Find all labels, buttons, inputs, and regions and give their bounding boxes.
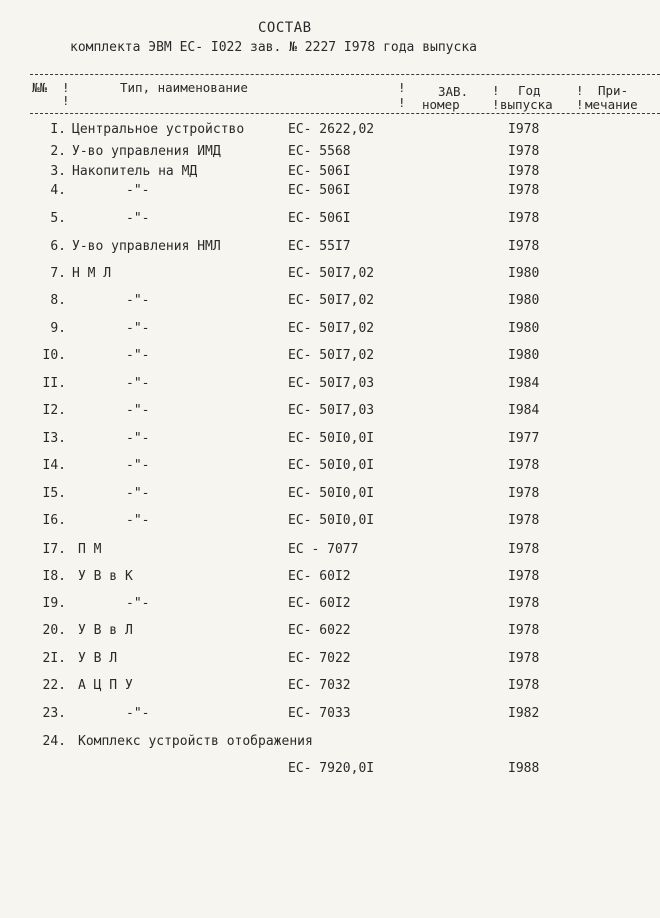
table-row xyxy=(0,596,660,616)
row-model: ЕС- 50I0,0I xyxy=(288,513,375,528)
row-year: I978 xyxy=(508,122,540,137)
header-num: №№ xyxy=(32,80,48,95)
row-number: 2I. xyxy=(42,651,66,666)
row-number: 5. xyxy=(50,211,66,226)
row-number: 2. xyxy=(50,144,66,159)
header-serial-1: ЗАВ. xyxy=(438,84,469,99)
table-row xyxy=(0,348,660,368)
row-year: I978 xyxy=(508,144,540,159)
header-sep: ! xyxy=(398,80,406,95)
row-name: -"- xyxy=(126,321,150,336)
table-row xyxy=(0,431,660,451)
row-name: -"- xyxy=(126,183,150,198)
table-row xyxy=(0,239,660,259)
row-number: I4. xyxy=(42,458,66,473)
row-name: -"- xyxy=(126,403,150,418)
row-number: 4. xyxy=(50,183,66,198)
row-name: -"- xyxy=(126,596,150,611)
row-year: I980 xyxy=(508,348,540,363)
row-model: ЕС- 60I2 xyxy=(288,596,351,611)
row-name: П М xyxy=(78,542,102,557)
row-model: ЕС- 50I7,02 xyxy=(288,321,375,336)
table-row xyxy=(0,376,660,396)
row-model: ЕС- 506I xyxy=(288,211,351,226)
header-sep: ! xyxy=(492,97,500,112)
row-number: I8. xyxy=(42,569,66,584)
document-title: СОСТАВ xyxy=(258,20,312,36)
table-row xyxy=(0,403,660,423)
row-name: Центральное устройство xyxy=(72,122,245,137)
header-sep: ! xyxy=(576,83,584,98)
row-model: ЕС- 6022 xyxy=(288,623,351,638)
row-year: I984 xyxy=(508,403,540,418)
row-model: ЕС- 7032 xyxy=(288,678,351,693)
header-sep: ! xyxy=(576,97,584,112)
table-row xyxy=(0,651,660,671)
row-year: I978 xyxy=(508,458,540,473)
row-name: -"- xyxy=(126,458,150,473)
row-number: 20. xyxy=(42,623,66,638)
table-row xyxy=(0,321,660,341)
row-number: I0. xyxy=(42,348,66,363)
row-number: I. xyxy=(50,122,66,137)
continuation-year: I988 xyxy=(508,761,540,776)
row-model: ЕС- 50I7,02 xyxy=(288,266,375,281)
row-year: I978 xyxy=(508,239,540,254)
row-number: I2. xyxy=(42,403,66,418)
row-number: 3. xyxy=(50,164,66,179)
row-name: -"- xyxy=(126,293,150,308)
row-model: ЕС- 60I2 xyxy=(288,569,351,584)
header-year-2: выпуска xyxy=(500,97,553,112)
row-year: I978 xyxy=(508,651,540,666)
row-name: -"- xyxy=(126,431,150,446)
row-number: 24. xyxy=(42,734,66,749)
row-model: ЕС- 50I7,03 xyxy=(288,376,375,391)
table-row xyxy=(0,122,660,142)
row-name: Н М Л xyxy=(72,266,112,281)
table-row xyxy=(0,266,660,286)
row-year: I984 xyxy=(508,376,540,391)
header-sep: ! xyxy=(62,93,70,108)
document-subtitle: комплекта ЭВМ ЕС- I022 зав. № 2227 I978 года выпуска xyxy=(70,40,477,55)
row-year: I978 xyxy=(508,513,540,528)
row-model: ЕС- 506I xyxy=(288,183,351,198)
row-year: I978 xyxy=(508,569,540,584)
row-name: -"- xyxy=(126,513,150,528)
table-row xyxy=(0,486,660,506)
row-name: Накопитель на МД xyxy=(72,164,198,179)
table-row xyxy=(0,144,660,164)
header-year-1: Год xyxy=(518,83,541,98)
header-note-2: мечание xyxy=(585,97,638,112)
table-row xyxy=(0,513,660,533)
row-year: I980 xyxy=(508,293,540,308)
row-name: У В в К xyxy=(78,569,133,584)
row-name: У-во управления НМЛ xyxy=(72,239,221,254)
row-model: ЕС- 506I xyxy=(288,164,351,179)
row-name: -"- xyxy=(126,348,150,363)
row-number: 23. xyxy=(42,706,66,721)
row-model: ЕС- 7033 xyxy=(288,706,351,721)
table-row xyxy=(0,623,660,643)
row-number: I3. xyxy=(42,431,66,446)
row-year: I980 xyxy=(508,321,540,336)
row-number: I6. xyxy=(42,513,66,528)
row-name: -"- xyxy=(126,486,150,501)
row-year: I978 xyxy=(508,183,540,198)
header-serial-2: номер xyxy=(422,97,460,112)
row-model: ЕС - 7077 xyxy=(288,542,359,557)
table-row xyxy=(0,164,660,184)
row-model: ЕС- 5568 xyxy=(288,144,351,159)
row-year: I980 xyxy=(508,266,540,281)
row-name: -"- xyxy=(126,211,150,226)
row-year: I978 xyxy=(508,678,540,693)
row-name: -"- xyxy=(126,706,150,721)
row-model: ЕС- 2622,02 xyxy=(288,122,375,137)
row-year: I978 xyxy=(508,486,540,501)
row-number: 8. xyxy=(50,293,66,308)
continuation-model: ЕС- 7920,0I xyxy=(288,761,375,776)
row-number: I5. xyxy=(42,486,66,501)
row-year: I982 xyxy=(508,706,540,721)
row-number: I9. xyxy=(42,596,66,611)
table-row xyxy=(0,458,660,478)
header-type-name: Тип, наименование xyxy=(120,80,248,95)
row-model: ЕС- 50I0,0I xyxy=(288,458,375,473)
row-year: I978 xyxy=(508,211,540,226)
row-model: ЕС- 50I0,0I xyxy=(288,431,375,446)
header-sep: ! xyxy=(492,83,500,98)
row-year: I978 xyxy=(508,164,540,179)
table-row xyxy=(0,542,660,562)
row-model: ЕС- 7022 xyxy=(288,651,351,666)
row-year: I978 xyxy=(508,596,540,611)
table-row xyxy=(0,183,660,203)
table-row xyxy=(0,678,660,698)
row-name: Комплекс устройств отображения xyxy=(78,734,313,749)
row-model: ЕС- 50I0,0I xyxy=(288,486,375,501)
row-name: У В в Л xyxy=(78,623,133,638)
header-rule-top xyxy=(30,74,660,75)
row-number: II. xyxy=(42,376,66,391)
table-row xyxy=(0,293,660,313)
row-number: 22. xyxy=(42,678,66,693)
row-number: 9. xyxy=(50,321,66,336)
header-note-1: При- xyxy=(598,83,629,98)
row-number: 7. xyxy=(50,266,66,281)
table-row xyxy=(0,706,660,726)
table-row xyxy=(0,569,660,589)
header-rule-bottom xyxy=(30,113,660,114)
row-name: У В Л xyxy=(78,651,118,666)
row-name: У-во управления ИМД xyxy=(72,144,221,159)
row-year: I978 xyxy=(508,623,540,638)
row-model: ЕС- 50I7,02 xyxy=(288,293,375,308)
row-name: -"- xyxy=(126,376,150,391)
row-number: I7. xyxy=(42,542,66,557)
table-row xyxy=(0,211,660,231)
row-year: I977 xyxy=(508,431,540,446)
row-model: ЕС- 50I7,02 xyxy=(288,348,375,363)
header-sep: ! xyxy=(62,80,70,95)
row-name: А Ц П У xyxy=(78,678,133,693)
row-model: ЕС- 55I7 xyxy=(288,239,351,254)
row-year: I978 xyxy=(508,542,540,557)
row-model: ЕС- 50I7,03 xyxy=(288,403,375,418)
header-sep: ! xyxy=(398,95,406,110)
row-number: 6. xyxy=(50,239,66,254)
table-row xyxy=(0,734,660,754)
